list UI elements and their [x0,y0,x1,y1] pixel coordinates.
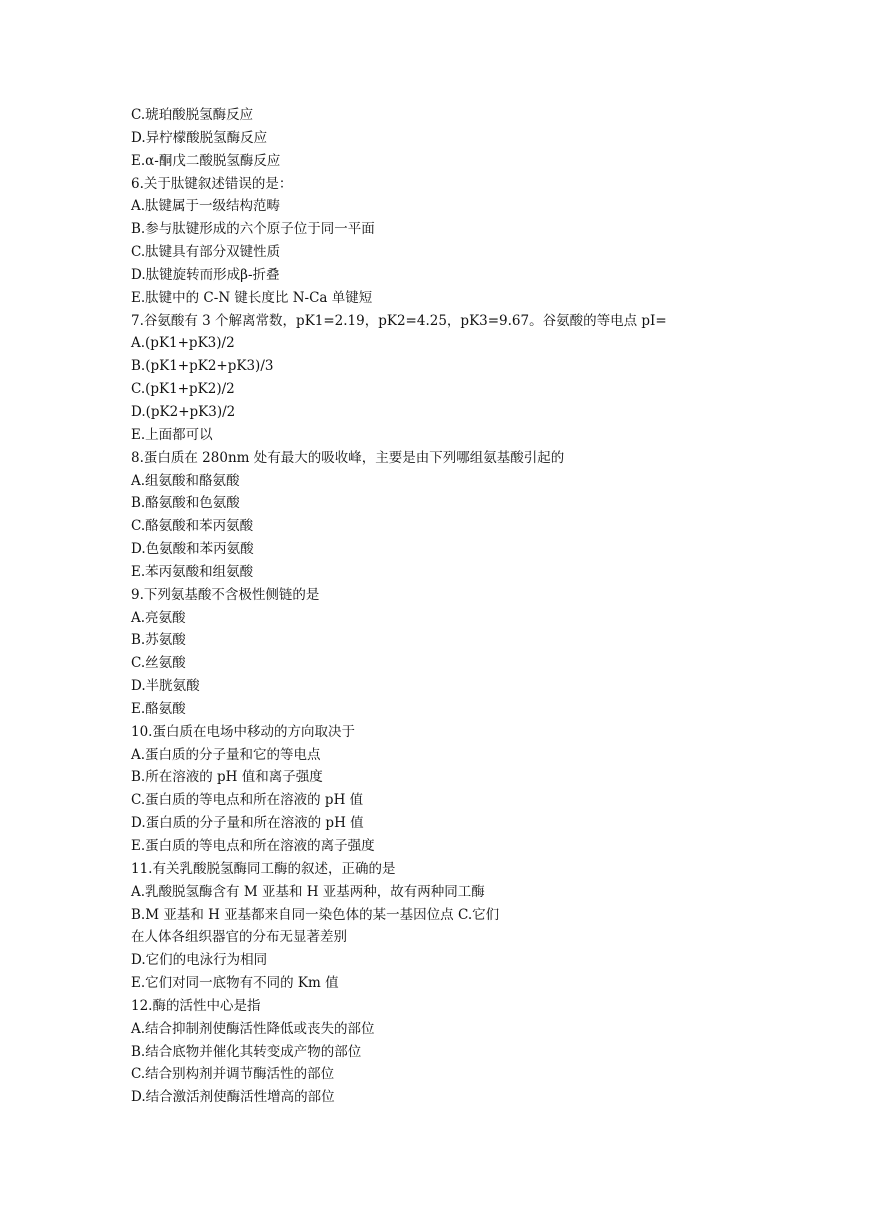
option-line: A.亮氨酸 [131,609,186,626]
option-line: D.肽键旋转而形成β-折叠 [131,266,280,283]
option-line: E.蛋白质的等电点和所在溶液的离子强度 [131,838,375,854]
option-line: 在人体各组织器官的分布无显著差别 [131,929,347,946]
option-line: A.(pK1+pK3)/2 [131,335,235,352]
document-body [131,104,831,1109]
option-line: E.酪氨酸 [131,700,186,717]
question-12: 12.酶的活性中心是指 [131,997,261,1014]
option-line: A.乳酸脱氢酶含有 M 亚基和 H 亚基两种，故有两种同工酶 [131,883,485,900]
option-line: B.所在溶液的 pH 值和离子强度 [131,769,323,786]
option-line: E.苯丙氨酸和组氨酸 [131,563,254,580]
text-line: E.α-酮戊二酸脱氢酶反应 [131,152,281,169]
option-line: D.它们的电泳行为相同 [131,952,268,969]
option-line: D.色氨酸和苯丙氨酸 [131,541,254,558]
question-10: 10.蛋白质在电场中移动的方向取决于 [131,723,355,740]
option-line: C.(pK1+pK2)/2 [131,381,235,398]
option-line: B.结合底物并催化其转变成产物的部位 [131,1043,362,1060]
option-line: E.上面都可以 [131,426,213,443]
option-line: E.它们对同一底物有不同的 Km 值 [131,975,339,992]
option-line: C.丝氨酸 [131,655,186,672]
option-line: C.肽键具有部分双键性质 [131,244,281,261]
question-7: 7.谷氨酸有 3 个解离常数，pK1=2.19，pK2=4.25，pK3=9.67。谷氨酸的等电点 pI= [131,312,667,329]
option-line: E.肽键中的 C-N 键长度比 N-Ca 单键短 [131,289,373,306]
option-line: D.半胱氨酸 [131,678,200,695]
option-line: B.(pK1+pK2+pK3)/3 [131,358,274,375]
option-line: D.蛋白质的分子量和所在溶液的 pH 值 [131,815,364,832]
option-line: C.结合别构剂并调节酶活性的部位 [131,1066,335,1083]
option-line: B.酪氨酸和色氨酸 [131,495,240,512]
text-line: D.异柠檬酸脱氢酶反应 [131,129,268,146]
question-6: 6.关于肽键叙述错误的是： [131,175,293,192]
text-line: C.琥珀酸脱氢酶反应 [131,107,254,123]
question-11: 11.有关乳酸脱氢酶同工酶的叙述，正确的是 [131,860,396,877]
question-8: 8.蛋白质在 280nm 处有最大的吸收峰，主要是由下列哪组氨基酸引起的 [131,449,565,466]
option-line: A.肽键属于一级结构范畴 [131,198,281,215]
option-line: B.苏氨酸 [131,632,186,649]
option-line: D.结合激活剂使酶活性增高的部位 [131,1089,335,1106]
option-line: C.酪氨酸和苯丙氨酸 [131,518,254,535]
option-line: A.结合抑制剂使酶活性降低或丧失的部位 [131,1020,375,1037]
option-line: D.(pK2+pK3)/2 [131,403,236,420]
option-line: A.蛋白质的分子量和它的等电点 [131,746,321,763]
option-line: B.参与肽键形成的六个原子位于同一平面 [131,221,375,238]
question-9: 9.下列氨基酸不含极性侧链的是 [131,586,320,603]
option-line: A.组氨酸和酪氨酸 [131,472,240,489]
option-line: B.M 亚基和 H 亚基都来自同一染色体的某一基因位点 C.它们 [131,906,500,923]
option-line: C.蛋白质的等电点和所在溶液的 pH 值 [131,792,364,809]
